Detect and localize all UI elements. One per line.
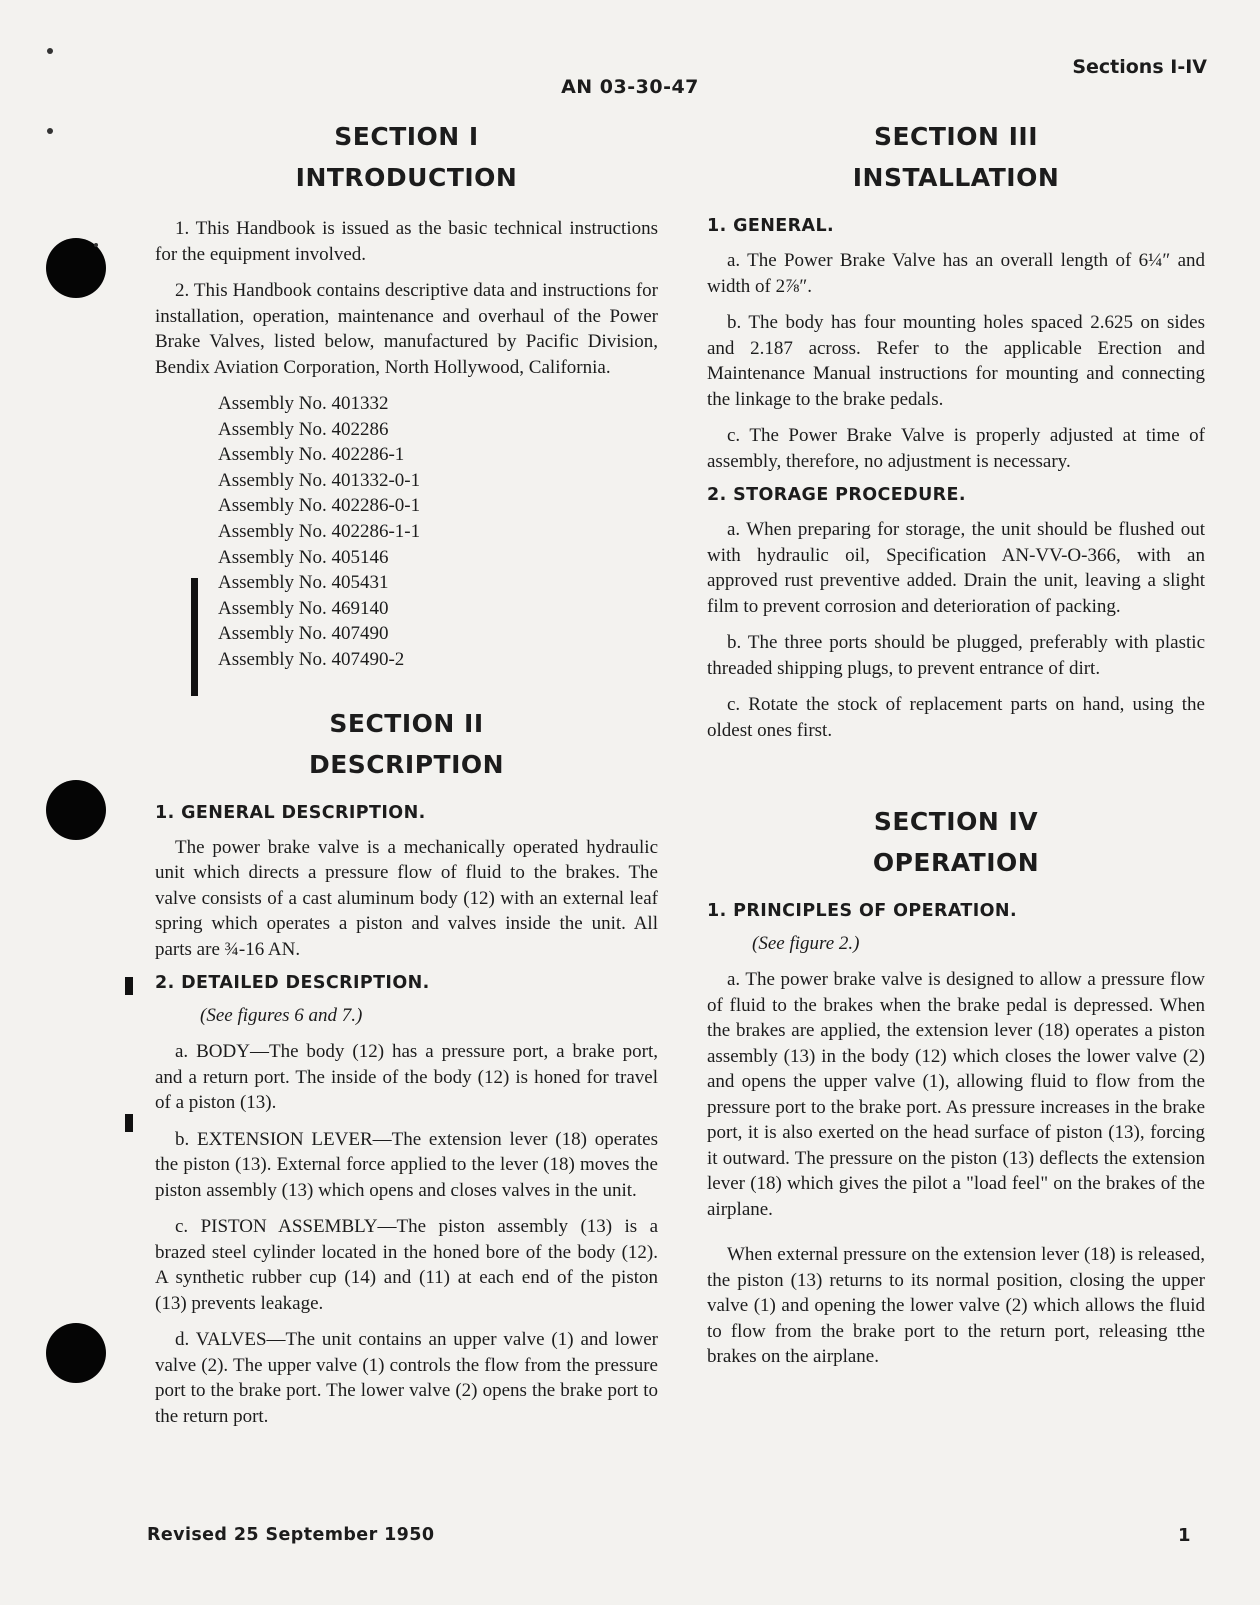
assembly-item: Assembly No. 402286-1 — [218, 444, 405, 466]
assembly-item: Assembly No. 401332 — [218, 393, 389, 414]
figure-reference: (See figure 2.) — [752, 933, 860, 954]
scan-speck — [47, 48, 53, 54]
assembly-item: Assembly No. 402286 — [218, 418, 389, 440]
section-2-label: SECTION II — [329, 708, 484, 738]
section-4-title: OPERATION — [872, 848, 1040, 877]
right-column — [707, 116, 1205, 1381]
assembly-item: Assembly No. 407490 — [218, 623, 389, 645]
assembly-item: Assembly No. 469140 — [218, 597, 389, 619]
operation-paragraph-2: When external pressure on the extension lever (18) is released, the piston (13) returns to its normal position, closing the upper valve (1) and opening the lower valve (2) which allows the fluid to flow from the brake port to the return port, releasing tthe brakes on the airplane. — [707, 1244, 1205, 1367]
section-2-title: DESCRIPTION — [308, 749, 505, 779]
page-number: 1 — [1178, 1525, 1191, 1546]
intro-paragraph-2: 2. This Handbook contains descriptive data and instructions for installation, operation, maintenance and overhaul of the Power Brake Valves, listed below, manufactured by Pacific Division, Bendix Aviation Corporation, North Hollywood, California. — [155, 280, 658, 378]
scan-speck — [47, 128, 53, 134]
storage-paragraph-c: c. Rotate the stock of replacement parts on hand, using the oldest ones first. — [707, 694, 1205, 741]
section-2-heading — [155, 703, 658, 785]
intro-paragraph-1: 1. This Handbook is issued as the basic technical instructions for the equipment involved. — [155, 218, 658, 265]
installation-paragraph-c: c. The Power Brake Valve is properly adjusted at time of assembly, therefore, no adjustment is necessary. — [707, 425, 1205, 472]
principles-heading: 1. PRINCIPLES OF OPERATION. — [707, 901, 1018, 921]
assembly-item: Assembly No. 407490-2 — [218, 648, 405, 670]
storage-procedure-heading: 2. STORAGE PROCEDURE. — [707, 485, 966, 505]
section-4-label: SECTION IV — [873, 807, 1039, 836]
revision-mark-body — [125, 1114, 133, 1132]
section-3-label: SECTION III — [873, 122, 1039, 151]
section-1-title: INTRODUCTION — [295, 163, 518, 192]
installation-paragraph-b: b. The body has four mounting holes spaced 2.625 on sides and 2.187 across. Refer to the applicable Erection and Maintenance Manual instructions for mounting and connecting the linkage to the brake pedals. — [707, 312, 1205, 410]
section-3-heading — [707, 116, 1205, 198]
body-paragraph: a. BODY—The body (12) has a pressure port, a brake port, and a return port. The inside of the body (12) is honed for travel of a piston (13). — [155, 1041, 658, 1114]
extension-lever-paragraph: b. EXTENSION LEVER—The extension lever (18) operates the piston (13). External force applied to the lever (18) moves the piston assembly (13) which opens and closes valves in the unit. — [155, 1128, 658, 1201]
assembly-item: Assembly No. 405431 — [218, 572, 389, 594]
detailed-description-heading: 2. DETAILED DESCRIPTION. — [155, 973, 430, 994]
section-3-title: INSTALLATION — [852, 163, 1060, 192]
assembly-item: Assembly No. 401332-0-1 — [218, 469, 421, 491]
revision-date: Revised 25 September 1950 — [147, 1525, 435, 1545]
general-heading: 1. GENERAL. — [707, 216, 835, 236]
punch-hole-top — [46, 238, 106, 298]
punch-hole-middle — [46, 780, 106, 840]
document-number: AN 03-30-47 — [561, 76, 699, 98]
piston-assembly-paragraph: c. PISTON ASSEMBLY—The piston assembly (13) is a brazed steel cylinder located in the honed bore of the body (12). A synthetic rubber cup (14) and (11) at each end of the piston (13) prevents leakage. — [155, 1216, 658, 1314]
scan-speck — [94, 243, 98, 247]
left-column — [155, 116, 658, 1440]
installation-paragraph-a: a. The Power Brake Valve has an overall length of 6¼″ and width of 2⅞″. — [707, 250, 1205, 297]
assembly-item: Assembly No. 402286-1-1 — [218, 520, 421, 542]
storage-paragraph-b: b. The three ports should be plugged, preferably with plastic threaded shipping plugs, to prevent entrance of dirt. — [707, 632, 1205, 679]
storage-paragraph-a: a. When preparing for storage, the unit should be flushed out with hydraulic oil, Specification AN-VV-O-366, with an approved rust preventive added. Drain the unit, leaving a slight film to prevent corrosion and deterioration of packing. — [707, 519, 1205, 617]
general-description-heading: 1. GENERAL DESCRIPTION. — [155, 802, 426, 823]
sections-label: Sections I-IV — [1072, 56, 1207, 78]
figure-reference: (See figures 6 and 7.) — [200, 1005, 363, 1027]
punch-hole-bottom — [46, 1323, 106, 1383]
assembly-list — [218, 391, 658, 673]
section-1-heading — [155, 116, 658, 198]
assembly-item: Assembly No. 405146 — [218, 546, 389, 568]
valves-paragraph: d. VALVES—The unit contains an upper valve (1) and lower valve (2). The upper valve (1) controls the flow from the pressure port to the brake port. The lower valve (2) opens the brake port to the return port. — [155, 1329, 658, 1427]
operation-paragraph-a: a. The power brake valve is designed to allow a pressure flow of fluid to the brakes when the brake pedal is depressed. When the brakes are applied, the extension lever (18) operates a piston assembly (13) in the body (12) which closes the lower valve (2) and opens the upper valve (1), allowing fluid to flow from the pressure port to the brake port. As pressure increases in the brake port, it is also exerted on the head surface of piston (13), forcing it outward. The pressure on the piston (13) deflects the extension lever (18) which gives the pilot a "load feel" on the brakes of the airplane. — [707, 969, 1205, 1220]
revision-mark-general — [125, 977, 133, 995]
section-4-heading — [707, 801, 1205, 883]
general-description-paragraph: The power brake valve is a mechanically operated hydraulic unit which directs a pressure flow of fluid to the brakes. The valve consists of a cast aluminum body (12) with an external leaf spring which operates a piston and valves inside the unit. All parts are ¾-16 AN. — [155, 836, 658, 960]
assembly-item: Assembly No. 402286-0-1 — [218, 495, 421, 517]
section-1-label: SECTION I — [334, 122, 479, 151]
